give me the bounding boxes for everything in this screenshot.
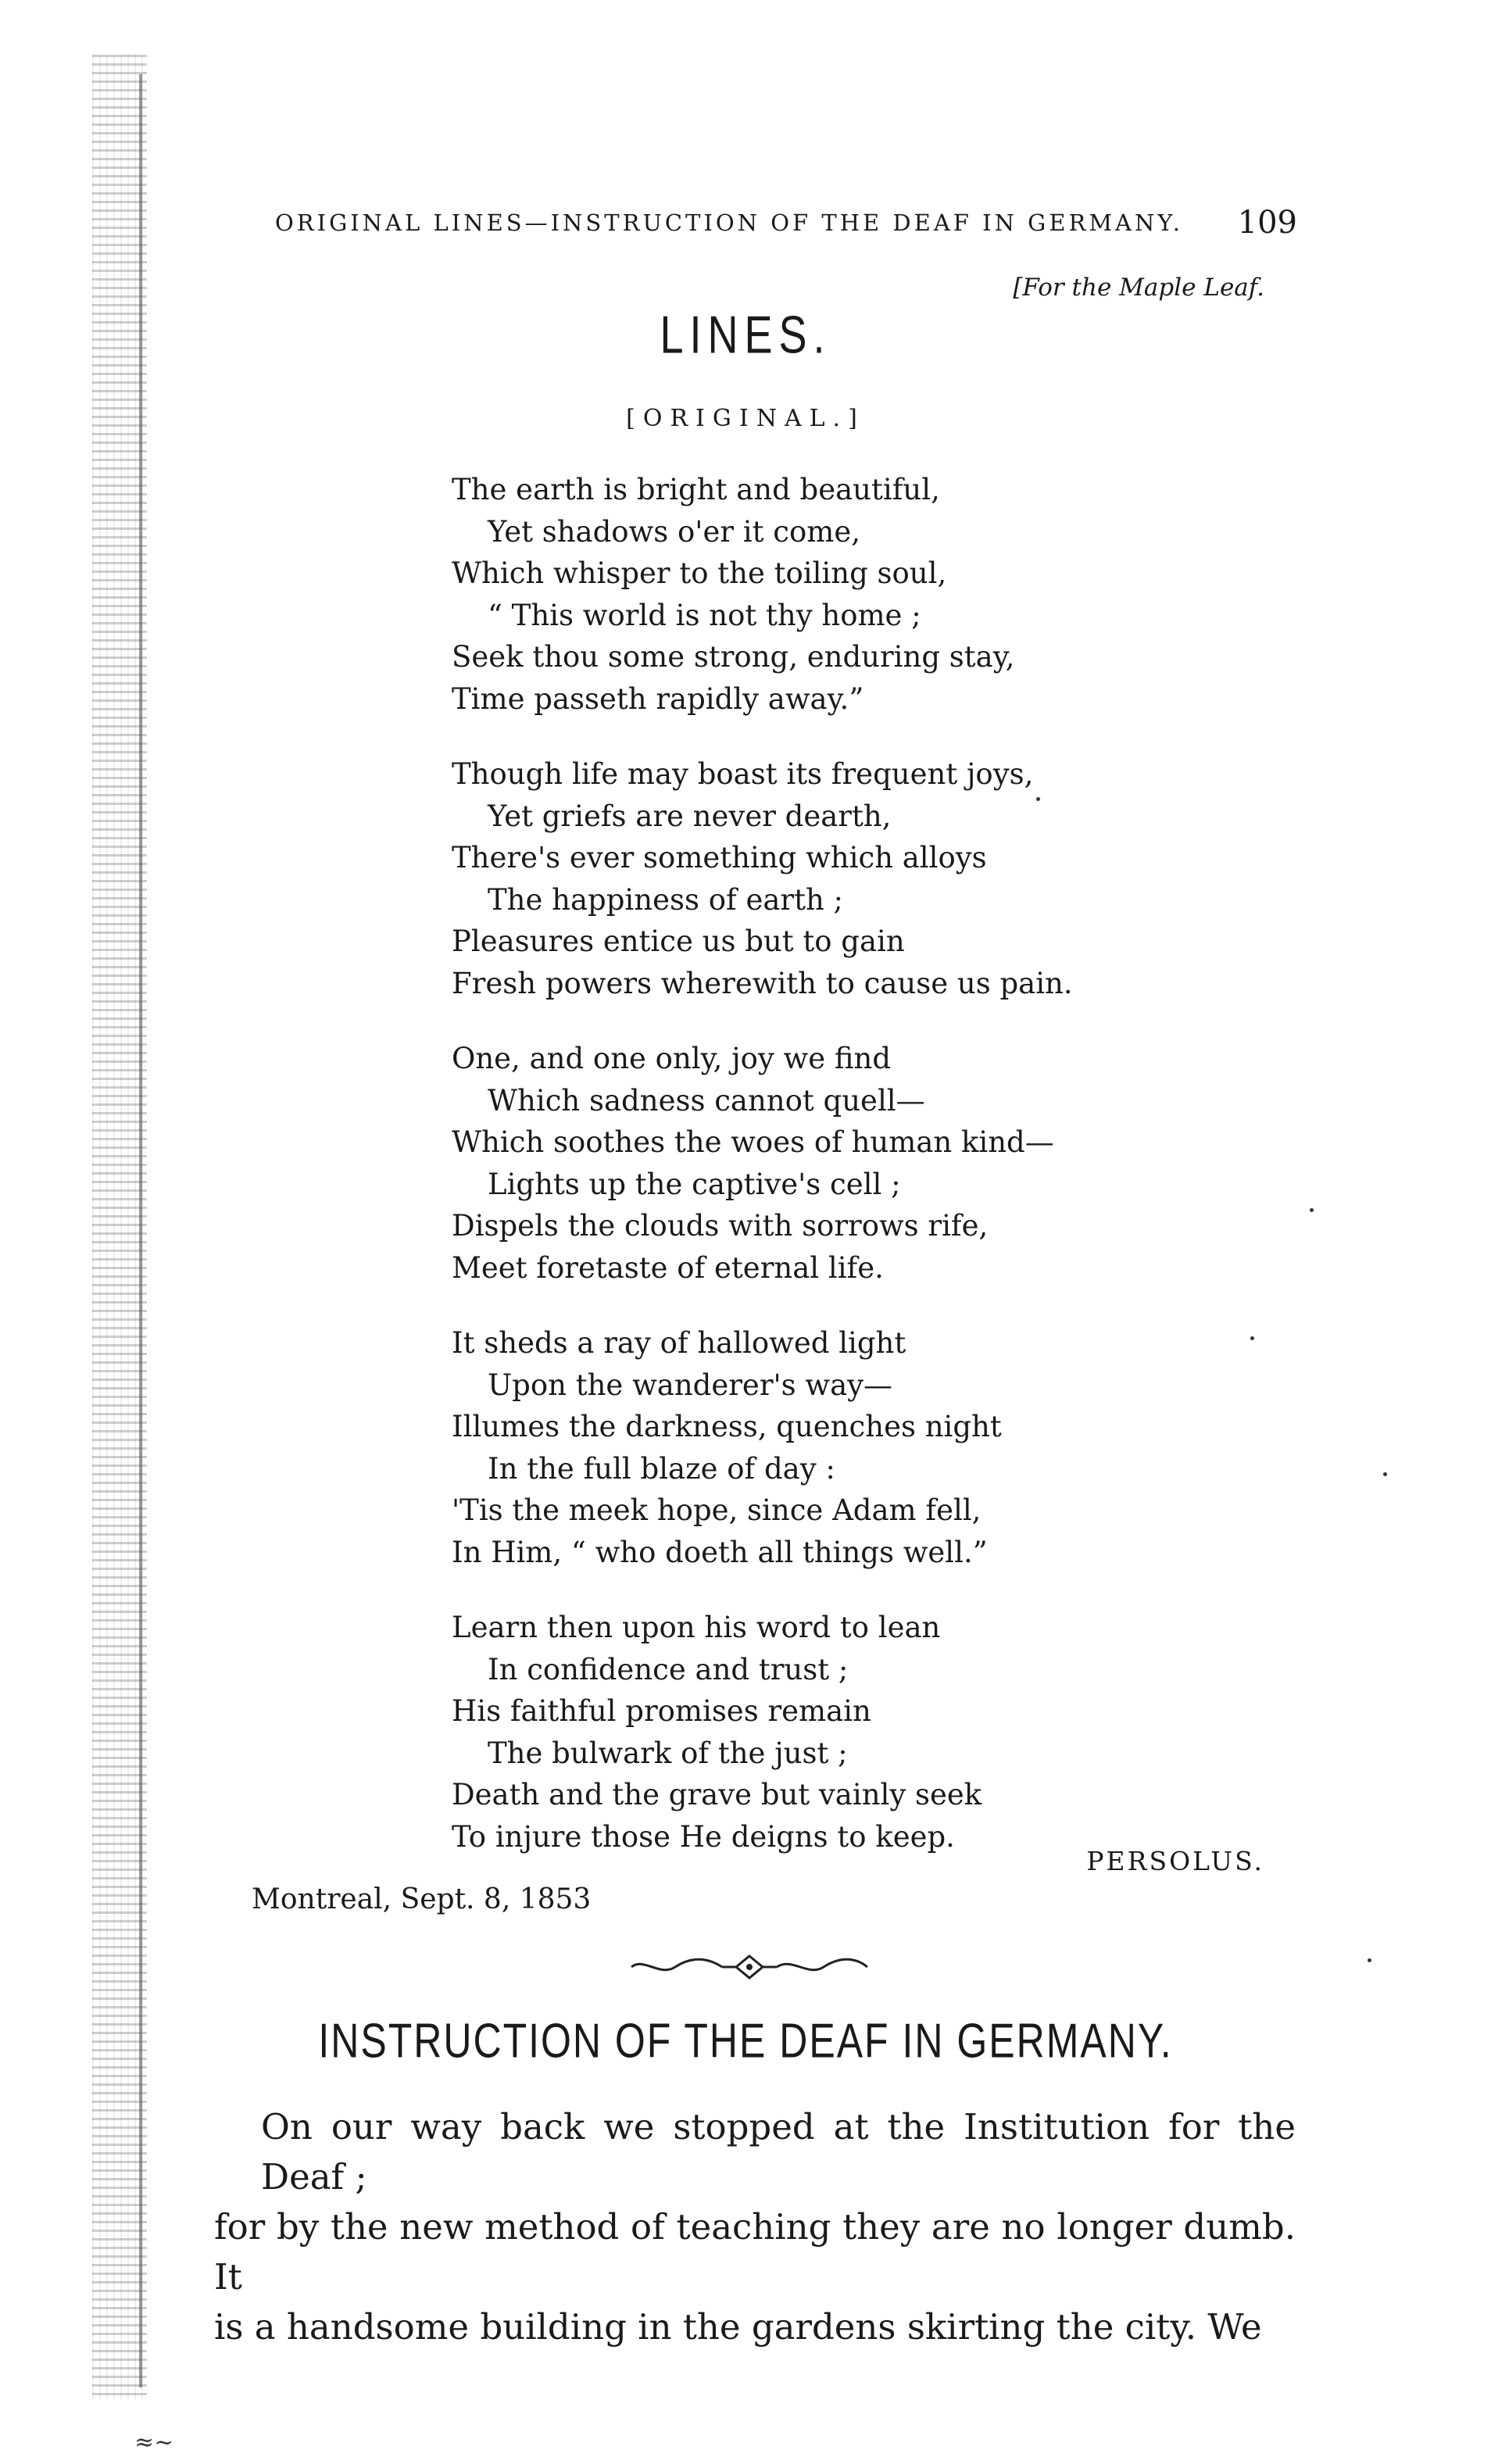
poem-line: The earth is bright and beautiful, [452, 473, 940, 506]
article-line: for by the new method of teaching they are no longer dumb. It [214, 2206, 1296, 2298]
poem-signature: PERSOLUS. [1086, 1846, 1264, 1876]
running-head-title: ORIGINAL LINES—INSTRUCTION OF THE DEAF IN GERMANY. [275, 209, 1183, 236]
poem-line: To injure those He deigns to keep. [452, 1819, 955, 1854]
poem-line: Which whisper to the toiling soul, [452, 556, 947, 590]
page-number: 109 [1237, 205, 1297, 241]
poem-line: In the full blaze of day : [488, 1451, 835, 1486]
poem-title: LINES. [660, 306, 831, 365]
poem-line: Illumes the darkness, quenches night [452, 1410, 1002, 1443]
ink-speck [1383, 1472, 1387, 1476]
stanza [452, 1607, 1155, 1858]
poem-line: Which sadness cannot quell— [488, 1083, 925, 1118]
ink-speck [1368, 1958, 1371, 1962]
poem-line: His faithful promises remain [452, 1694, 871, 1728]
ornament-divider [628, 1954, 871, 1980]
poem-subtitle: [ORIGINAL.] [626, 405, 865, 432]
poem-line: Pleasures entice us but to gain [452, 924, 905, 958]
poem-dateline: Montreal, Sept. 8, 1853 [252, 1883, 592, 1915]
ink-speck [1036, 797, 1040, 801]
poem-line: Learn then upon his word to lean [452, 1611, 941, 1644]
poem-line: Time passeth rapidly away.” [452, 681, 864, 716]
poem-line: Lights up the captive's cell ; [488, 1167, 901, 1201]
poem-line: 'Tis the meek hope, since Adam fell, [452, 1493, 981, 1527]
stanza [452, 469, 1155, 720]
poem-line: One, and one only, joy we find [452, 1042, 892, 1075]
poem-line: Meet foretaste of eternal life. [452, 1250, 884, 1285]
poem-line: Upon the wanderer's way— [488, 1368, 893, 1402]
poem-line: Which soothes the woes of human kind— [452, 1125, 1054, 1159]
article-title: INSTRUCTION OF THE DEAF IN GERMANY. [318, 2013, 1173, 2068]
corner-mark: ≈~ [134, 2429, 174, 2456]
poem-line: “ This world is not thy home ; [488, 598, 921, 632]
poem-line: Dispels the clouds with sorrows rife, [452, 1209, 989, 1243]
poem-line: In Him, “ who doeth all things well.” [452, 1535, 988, 1569]
poem-line: The happiness of earth ; [488, 882, 844, 917]
stanza [452, 753, 1155, 1004]
poem-line: Though life may boast its frequent joys, [452, 757, 1034, 791]
ink-speck [1310, 1208, 1314, 1212]
poem-line: Yet shadows o'er it come, [488, 514, 860, 549]
poem-line: Seek thou some strong, enduring stay, [452, 640, 1015, 674]
poem-line: Death and the grave but vainly seek [452, 1778, 982, 1811]
stanza [452, 1038, 1155, 1289]
poem-line: It sheds a ray of hallowed light [452, 1326, 906, 1360]
poem-line: Yet griefs are never dearth, [488, 799, 892, 833]
poem-line: There's ever something which alloys [452, 841, 987, 874]
poem-line: Fresh powers wherewith to cause us pain. [452, 966, 1073, 1000]
stanza [452, 1322, 1155, 1573]
article-line: On our way back we stopped at the Institution for the Deaf ; [261, 2106, 1296, 2198]
article-body [214, 2102, 1296, 2352]
source-note: [For the Maple Leaf. [1013, 274, 1264, 302]
article-line: is a handsome building in the gardens skirting the city. We [214, 2306, 1262, 2348]
poem-body [452, 469, 1155, 1891]
poem-line: The bulwark of the just ; [488, 1736, 848, 1770]
ink-speck [1250, 1336, 1254, 1340]
poem-line: In confidence and trust ; [488, 1652, 849, 1686]
